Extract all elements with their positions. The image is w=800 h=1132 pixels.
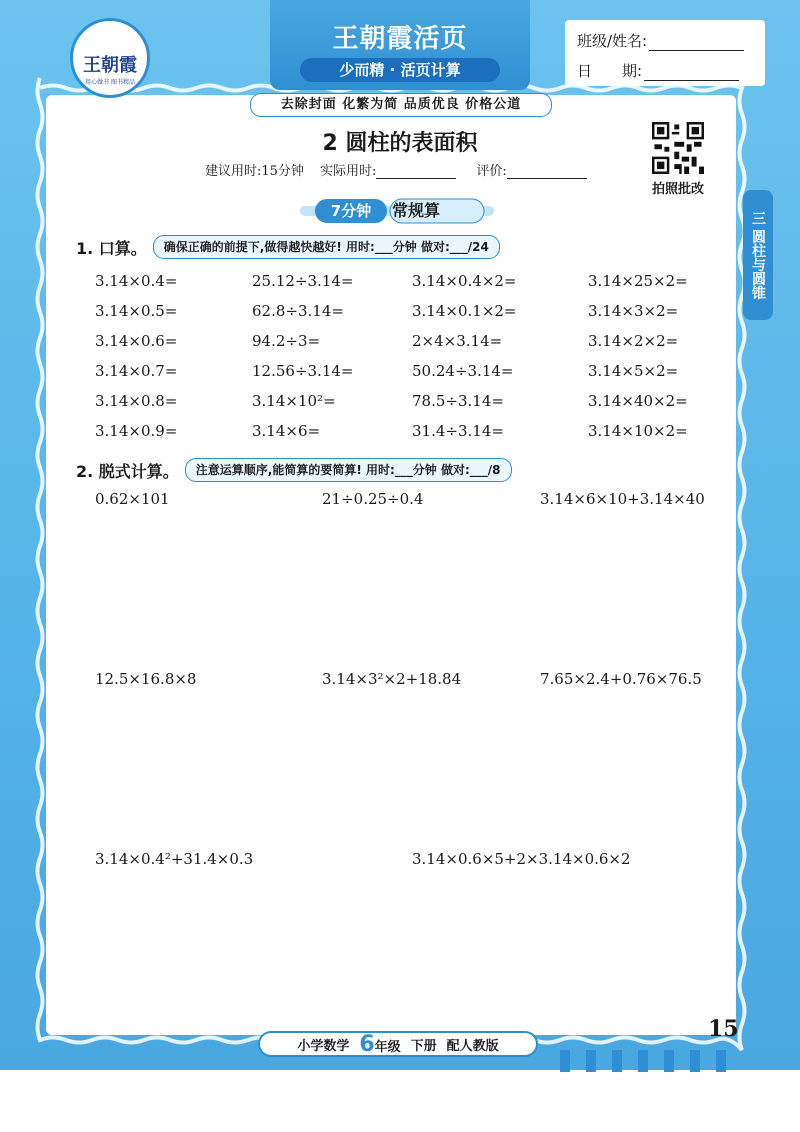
actual-time-label: 实际用时: bbox=[319, 164, 377, 179]
question-1-hint: 确保正确的前提下,做得越快越好! 用时:___分钟 做对:___/24 bbox=[153, 235, 500, 259]
section-label: 常规算 bbox=[392, 201, 441, 220]
suggested-time: 建议用时:15分钟 bbox=[205, 164, 304, 179]
question-1-label: 1. 口算。 bbox=[76, 238, 147, 258]
question-1-header bbox=[76, 235, 500, 259]
rating-field[interactable] bbox=[507, 164, 587, 179]
brand-subtitle: 少而精 · 活页计算 bbox=[300, 58, 500, 82]
class-name-row bbox=[577, 30, 744, 51]
mental-math-item: 3.14×3×2= bbox=[588, 302, 679, 320]
brand-title: 王朝霞活页 bbox=[332, 24, 468, 54]
mental-math-item: 3.14×10²= bbox=[252, 392, 336, 410]
lesson-title: 2 圆柱的表面积 bbox=[322, 131, 478, 156]
footer-volume: 下册 bbox=[410, 1038, 437, 1054]
mental-math-item: 50.24÷3.14= bbox=[412, 362, 514, 380]
mental-math-item: 3.14×0.6= bbox=[95, 332, 178, 350]
question-2-label: 2. 脱式计算。 bbox=[76, 461, 179, 481]
mental-math-item: 3.14×0.4= bbox=[95, 272, 178, 290]
publisher-logo bbox=[70, 18, 150, 98]
date-label: 日 期: bbox=[577, 62, 643, 80]
qr-code-icon[interactable] bbox=[652, 122, 704, 174]
footer-banner bbox=[258, 1031, 538, 1057]
mental-math-item: 3.14×0.7= bbox=[95, 362, 178, 380]
mental-math-item: 62.8÷3.14= bbox=[252, 302, 344, 320]
date-row bbox=[577, 60, 739, 81]
mental-math-item: 31.4÷3.14= bbox=[412, 422, 504, 440]
step-calc-item: 3.14×0.4²+31.4×0.3 bbox=[95, 850, 254, 868]
date-field[interactable] bbox=[644, 64, 739, 81]
section-minutes-badge: 7分钟 bbox=[315, 199, 387, 223]
lesson-meta bbox=[205, 160, 587, 179]
footer-subject: 小学数学 bbox=[297, 1038, 350, 1054]
footer-grade-number: 6 bbox=[359, 1031, 375, 1057]
mental-math-item: 3.14×0.9= bbox=[95, 422, 178, 440]
class-name-label: 班级/姓名: bbox=[577, 32, 648, 50]
page-number: 15 bbox=[708, 1016, 739, 1042]
mental-math-item: 3.14×0.4×2= bbox=[412, 272, 517, 290]
question-2-header bbox=[76, 458, 512, 482]
qr-label: 拍照批改 bbox=[651, 182, 704, 197]
step-calc-item: 21÷0.25÷0.4 bbox=[322, 490, 424, 508]
class-name-field[interactable] bbox=[649, 34, 744, 51]
mental-math-item: 78.5÷3.14= bbox=[412, 392, 504, 410]
step-calc-item: 12.5×16.8×8 bbox=[95, 670, 197, 688]
mental-math-item: 3.14×40×2= bbox=[588, 392, 688, 410]
actual-time-field[interactable] bbox=[376, 164, 456, 179]
mental-math-item: 3.14×2×2= bbox=[588, 332, 679, 350]
chapter-side-tab: 三 圆柱与圆锥 bbox=[743, 190, 773, 320]
rating-label: 评价: bbox=[476, 164, 507, 179]
mental-math-item: 94.2÷3= bbox=[252, 332, 321, 350]
logo-text: 王朝霞 bbox=[83, 55, 137, 76]
slogan-banner: 去除封面 化繁为简 品质优良 价格公道 bbox=[250, 93, 552, 117]
mental-math-item: 3.14×0.8= bbox=[95, 392, 178, 410]
step-calc-item: 0.62×101 bbox=[95, 490, 170, 508]
mental-math-item: 3.14×25×2= bbox=[588, 272, 688, 290]
mental-math-item: 3.14×6= bbox=[252, 422, 321, 440]
student-info-box bbox=[565, 20, 765, 86]
mental-math-item: 12.56÷3.14= bbox=[252, 362, 354, 380]
mental-math-item: 3.14×0.1×2= bbox=[412, 302, 517, 320]
mental-math-item: 2×4×3.14= bbox=[412, 332, 503, 350]
step-calc-item: 7.65×2.4+0.76×76.5 bbox=[540, 670, 702, 688]
footer-grade-label: 年级 bbox=[374, 1039, 401, 1055]
step-calc-item: 3.14×3²×2+18.84 bbox=[322, 670, 462, 688]
logo-subtext: 用心做书 图书精品 bbox=[85, 79, 135, 86]
footer-edition: 配人教版 bbox=[446, 1038, 499, 1054]
mental-math-item: 3.14×10×2= bbox=[588, 422, 688, 440]
brand-banner bbox=[270, 0, 530, 90]
binding-holes-icon bbox=[560, 1046, 740, 1072]
mental-math-item: 25.12÷3.14= bbox=[252, 272, 354, 290]
step-calc-item: 3.14×0.6×5+2×3.14×0.6×2 bbox=[412, 850, 631, 868]
question-2-hint: 注意运算顺序,能简算的要简算! 用时:___分钟 做对:___/8 bbox=[185, 458, 512, 482]
mental-math-item: 3.14×0.5= bbox=[95, 302, 178, 320]
mental-math-item: 3.14×5×2= bbox=[588, 362, 679, 380]
section-banner bbox=[300, 198, 494, 224]
step-calc-item: 3.14×6×10+3.14×40 bbox=[540, 490, 705, 508]
